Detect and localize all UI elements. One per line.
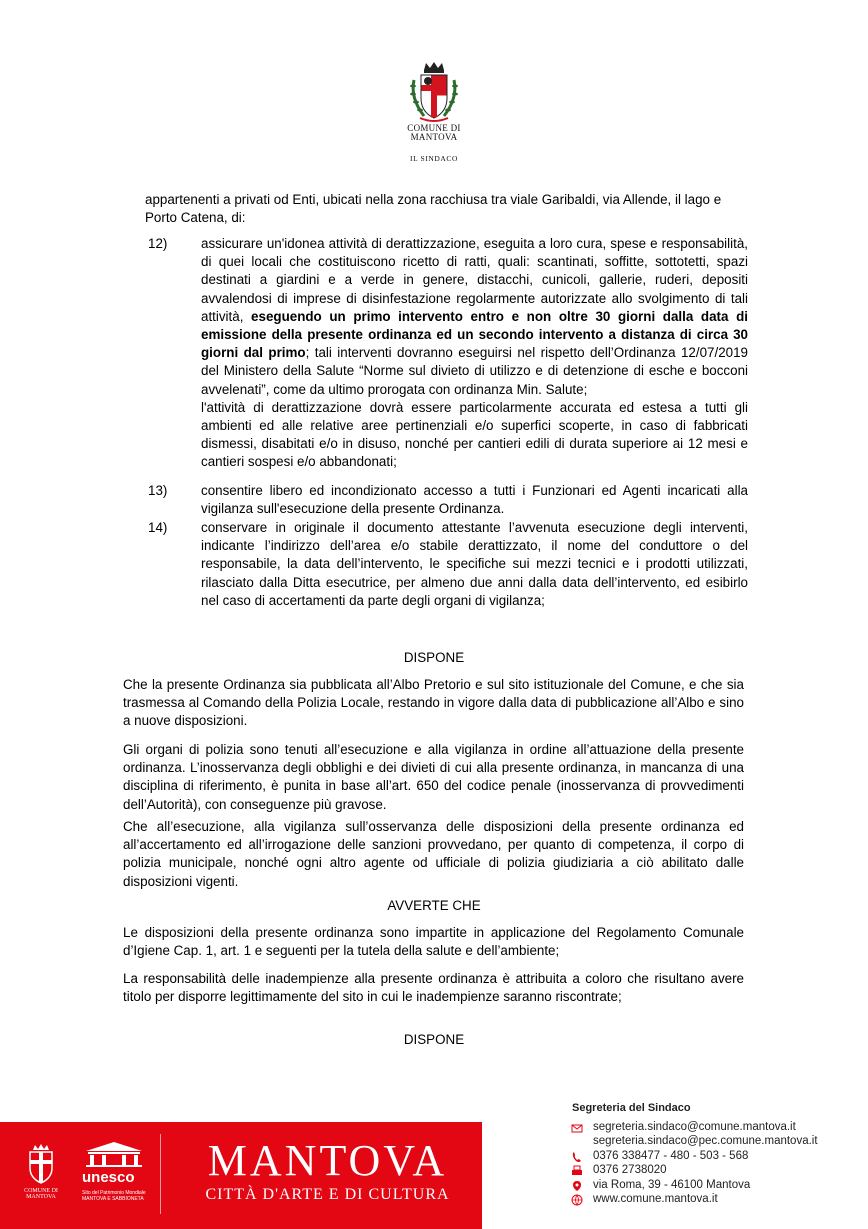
location-pin-icon — [571, 1180, 583, 1192]
website-text: www.comune.mantova.it — [593, 1193, 718, 1205]
unesco-temple-icon — [84, 1141, 144, 1167]
document-header — [0, 60, 868, 163]
avverte-heading: AVVERTE CHE — [387, 898, 481, 913]
paragraph: La responsabilità delle inadempienze alla presente ordinanza è attribuita a coloro che risultano avere titolo per disporre legittimamente del sito in cui le inadempienze saranno riscontrate; — [123, 971, 744, 1005]
fax-icon — [571, 1165, 583, 1177]
item-paragraph — [201, 235, 748, 399]
comune-crest-small-icon — [24, 1144, 58, 1186]
intro-paragraph: appartenenti a privati od Enti, ubicati nella zona racchiusa tra viale Garibaldi, via Allende, il lago e Porto Catena, di: — [145, 192, 722, 226]
phone-icon — [571, 1151, 583, 1163]
address-text: via Roma, 39 - 46100 Mantova — [593, 1179, 751, 1191]
paragraph: Che la presente Ordinanza sia pubblicata all’Albo Pretorio e sul sito istituzionale del Comune, e che sia trasmessa al Comando della Polizia Locale, restando in vigore dalla data di pubblicazione all’Albo e sino a nuove disposizioni. — [123, 677, 744, 729]
item-number: 14) — [148, 520, 168, 535]
footer-divider — [160, 1134, 161, 1214]
item-number: 13) — [148, 483, 168, 498]
item-body — [201, 235, 748, 472]
unesco-subtitle: Sito del Patrimonio Mondiale MANTOVA E SABBIONETA — [82, 1190, 146, 1202]
paragraph: Le disposizioni della presente ordinanza sono impartite in applicazione del Regolamento Comunale d’Igiene Cap. 1, art. 1 e seguenti per la tutela della salute e dell’ambiente; — [123, 925, 744, 959]
item-bold-text: eseguendo un primo intervento entro e non oltre 30 giorni dalla data di emissione della presente ordinanza ed un secondo intervento a distanza di circa 30 giorni dal primo — [201, 308, 748, 361]
comune-label-line2: MANTOVA — [410, 132, 458, 142]
citta-subtitle: CITTÀ D'ARTE E DI CULTURA — [205, 1186, 450, 1203]
globe-icon — [571, 1194, 583, 1206]
item-text: assicurare un'idonea attività di derattizzazione, eseguita a loro cura, spese e responsabilità, di quei locali che costituiscono ricetto di ratti, quali: scantinati, soffitte, sottotetti, spazi destinati a giardini e a verde in genere, distacchi, cunicoli, gallerie, ruderi, depositi avvalendosi di imprese di disinfestazione regolarmente autorizzate allo svolgimento di tali attività, — [201, 236, 748, 324]
paragraph: Gli organi di polizia sono tenuti all’esecuzione e alla vigilanza in ordine all’attuazione della presente ordinanza. L’inosservanza degli obblighi e dei divieti di cui alla presente ordinanza, in mancanza di una disciplina di riferimento, è punita in base all’art. 650 del codice penale (inosservanza di provvedimenti dell’Autorità), con conseguenze più gravose. — [123, 742, 744, 812]
item-body: consentire libero ed incondizionato accesso a tutti i Funzionari ed Agenti incaricati alla vigilanza sull'esecuzione della presente Ordinanza. — [201, 483, 748, 517]
dispone-heading: DISPONE — [403, 650, 465, 665]
mail-icon — [571, 1122, 583, 1134]
email-text: segreteria.sindaco@comune.mantova.it — [593, 1121, 796, 1133]
item-body: conservare in originale il documento attestante l’avvenuta esecuzione degli interventi, indicante l’indirizzo dell’area e/o stabile derattizzato, il nome del conduttore o del responsabile, la data dell’intervento, le specifiche sui mezzi tecnici e i prodotti utilizzati, rilasciato dalla Ditta esecutrice, per almeno due anni dalla data dell’intervento, ed esibirlo nel caso di accertamenti da parte degli organi di vigilanza; — [201, 520, 748, 608]
pec-text: segreteria.sindaco@pec.comune.mantova.it — [593, 1135, 818, 1147]
unesco-label: unesco — [82, 1169, 135, 1186]
item-number: 12) — [148, 236, 168, 251]
dispone-heading-2: DISPONE — [403, 1032, 465, 1047]
fax-text: 0376 2738020 — [593, 1164, 667, 1176]
mantova-title: MANTOVA — [207, 1136, 448, 1185]
segreteria-title: Segreteria del Sindaco — [572, 1102, 691, 1114]
comune-small-label: COMUNE DI MANTOVA — [24, 1188, 58, 1200]
phone-text: 0376 338477 - 480 - 503 - 568 — [593, 1150, 749, 1162]
item-text: ; tali interventi dovranno eseguirsi nel rispetto dell’Ordinanza 12/07/2019 del Ministero della Salute “Norme sul divieto di utilizzo e di detenzione di esche e bocconi avvelenati”, come da ultimo prorogata con ordinanza Min. Salute; — [201, 345, 748, 397]
comune-label-line1: COMUNE DI — [407, 123, 461, 133]
sindaco-label: IL SINDACO — [409, 154, 458, 163]
mantova-crest-icon — [406, 60, 462, 124]
paragraph: Che all’esecuzione, alla vigilanza sull’osservanza delle disposizioni della presente ordinanza ed all’accertamento ed all’irrogazione delle sanzioni provvedano, per quanto di competenza, il corpo di polizia municipale, nonché ogni altro agente od ufficiale di polizia giudiziaria a ciò abilitato dalle disposizioni vigenti. — [123, 819, 744, 889]
item-paragraph: l'attività di derattizzazione dovrà essere particolarmente accurata ed estesa a tutti gli ambienti ed alle relative aree pertinenziali e/o superfici scoperte, in caso di fabbricati dismessi, disabitati e/o in disuso, nonché per cantieri edili di durata superiore ai 12 mesi e cantieri sospesi e/o abbandonati; — [201, 399, 748, 470]
